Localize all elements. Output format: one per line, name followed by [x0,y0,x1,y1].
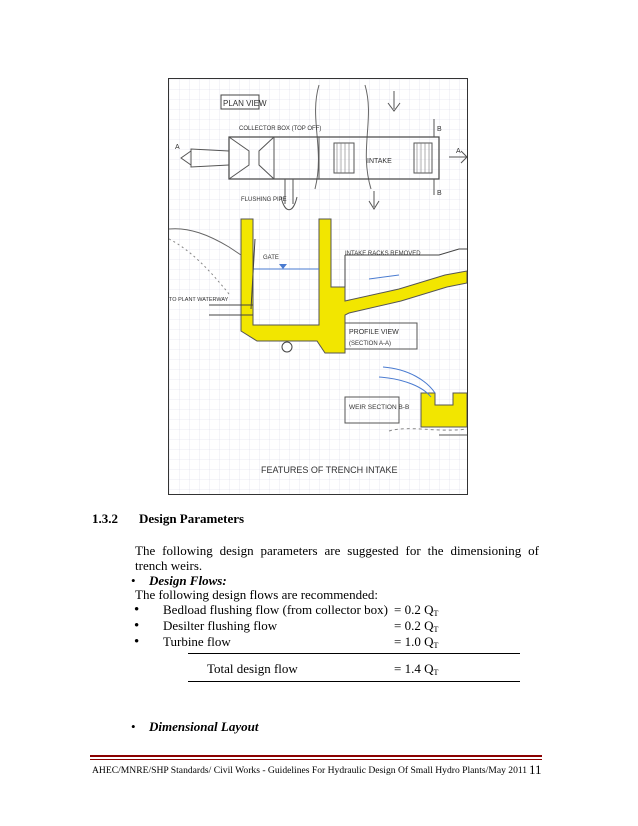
profile-view-label: PROFILE VIEW [349,329,399,336]
weir-section-label: WEIR SECTION B-B [349,404,410,411]
design-flows-lead: The following design flows are recommended: [135,587,378,602]
plan-view-label: PLAN VIEW [223,99,267,108]
design-flows-title: Design Flows: [149,573,227,588]
bullet-icon: • [134,634,140,650]
total-value: = 1.4 $Q_T$ [394,661,439,677]
intake-racks-label: INTAKE RACKS REMOVED [345,251,421,257]
intake-label: INTAKE [367,158,392,165]
dimensional-layout-title: Dimensional Layout [149,719,259,734]
figure-caption: FEATURES OF TRENCH INTAKE [261,465,398,475]
footer-rule [90,755,542,757]
total-rule-bottom [188,681,520,682]
section-number: 1.3.2 [92,511,118,526]
flow-value: = 0.2 $Q_T$ [394,602,439,618]
to-plant-label: TO PLANT WATERWAY [169,297,229,303]
flow-label: Bedload flushing flow (from collector box) [163,602,388,617]
section-a-left-label: A [175,144,180,151]
section-aa-label: (SECTION A-A) [349,341,392,347]
gate-label: GATE [263,255,279,261]
total-label: Total design flow [207,661,298,676]
collector-box-label: COLLECTOR BOX (TOP OFF) [239,126,322,132]
bullet-icon: • [134,618,140,634]
section-a-right-label: A [456,148,461,155]
footer-rule-thin [90,759,542,760]
flow-value: = 1.0 $Q_T$ [394,634,439,650]
section-title: Design Parameters [139,511,245,526]
flushing-pipe-label: FLUSHING PIPE [241,197,287,203]
bullet-icon: • [134,602,140,618]
section-b-bottom-label: B [437,190,442,197]
footer-text: AHEC/MNRE/SHP Standards/ Civil Works - Guidelines For Hydraulic Design Of Small Hydro Plants/May 2011 [92,765,528,776]
flow-label: Desilter flushing flow [163,618,278,633]
total-rule-top [188,653,520,654]
section-heading [92,511,244,527]
dimensional-layout-heading [131,719,258,735]
flow-label: Turbine flow [163,634,231,649]
intro-paragraph: The following design parameters are suggested for the dimensioning of trench weirs. [135,543,539,573]
section-b-top-label: B [437,126,442,133]
trench-intake-figure [168,78,468,495]
page-number: 11 [529,762,542,777]
flow-value: = 0.2 $Q_T$ [394,618,439,634]
bullet-icon: • [131,573,136,588]
bullet-icon: • [131,719,136,734]
trench-intake-sketch [169,79,467,494]
